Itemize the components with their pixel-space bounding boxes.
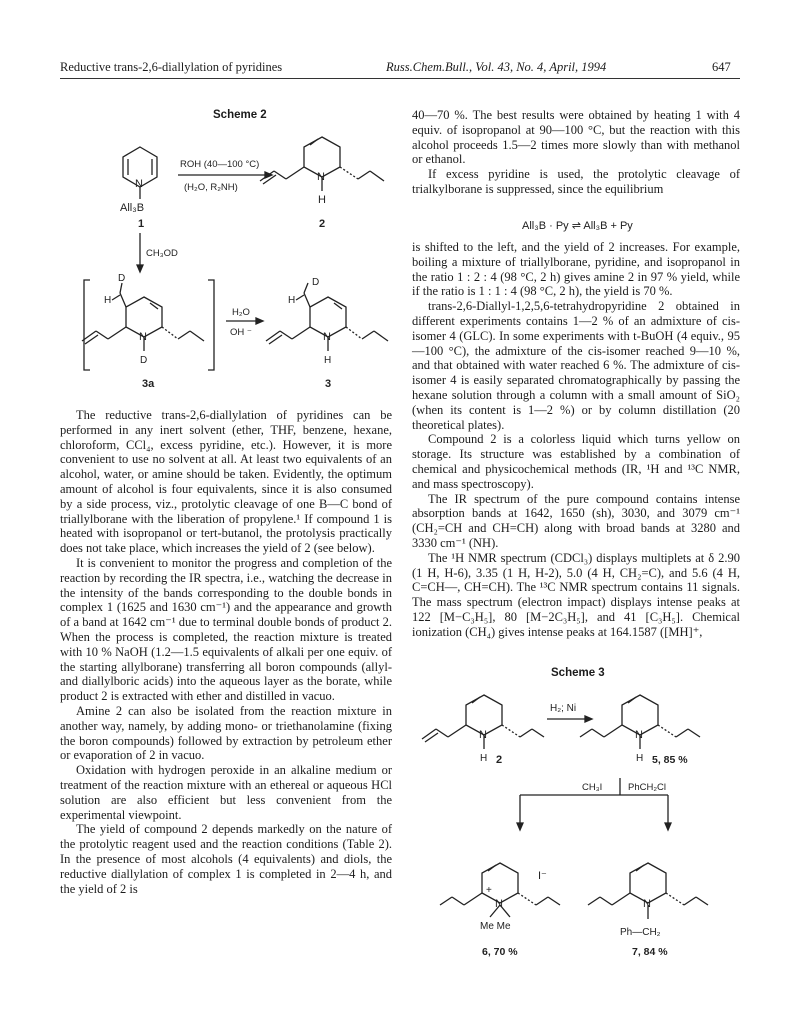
- reagent-h2o: H₂O: [232, 307, 250, 318]
- n-atom: N: [317, 171, 325, 183]
- header-rule: [60, 78, 740, 79]
- compound-label-6: 6, 70 %: [482, 946, 518, 958]
- paragraph: It is convenient to monitor the progress and completion of the reaction by recording the IR spectra, i.e., watching the decrease in the intensity of the bands corresponding to the double bonds in complex 1 (1625 and 1630 cm⁻¹) and the appearance and growth of a band at 1642 cm⁻¹ due to terminal double bonds of product 2. When the process is completed, the reaction mixture is treated with 10 % NaOH (1.2—1.5 equivalents of alkali per one equiv. of the starting allylborane) transferring all boron compounds (allyl- and diallylboric acids) into the aqueous layer as the borate, while product 2 is extracted with ether and distilled in vacuo.: [60, 555, 392, 704]
- paragraph: Compound 2 is a colorless liquid which turns yellow on storage. Its structure was established by a combination of chemical and physicochemical methods (IR, ¹H and ¹³C NMR, and mass spectroscopy).: [412, 432, 740, 491]
- compound-label-3a: 3a: [142, 378, 155, 390]
- n-atom: N: [495, 898, 503, 910]
- reagent-ch3od: CH₃OD: [146, 248, 178, 259]
- right-column-top: [412, 108, 740, 197]
- running-header-title: Reductive trans-2,6-diallylation of pyridines: [60, 60, 283, 74]
- journal-citation: Russ.Chem.Bull., Vol. 43, No. 4, April, 1994: [386, 60, 607, 74]
- paragraph: The ¹H NMR spectrum (CDCl₃) displays multiplets at δ 2.90 (1 H, H-6), 3.35 (1 H, H-2), 5.0 (4 H, CH₂=C), and 5.6 (4 H, C=CH—, CH=CH). The ¹³C NMR spectrum contains 11 signals. The mass spectrum (electron impact) displays intense peaks at 122 [M−C₃H₅], 80 [M−2C₃H₅], and 41 [C₃H₅]. Chemical ionization (CH₄) gives intense peaks at 164.1587 ([MH]⁺,: [412, 550, 740, 639]
- compound-label-2: 2: [319, 218, 326, 230]
- h-atom: H: [636, 753, 644, 764]
- reagent-h2o-amine: (H₂O, R₂NH): [184, 182, 238, 193]
- h-atom: H: [480, 753, 488, 764]
- reagent-h2-ni: H₂; Ni: [550, 703, 577, 714]
- n-atom: N: [479, 729, 487, 741]
- n-atom: N: [323, 331, 331, 343]
- paragraph: The yield of compound 2 depends markedly on the nature of the protolytic reagent used and the reaction conditions (Table 2). In the presence of most alcohols (4 equivalents) and diols, the reductive diallylation of complex 1 is completed in 2—4 h, and the yield of 2 is: [60, 822, 392, 896]
- d-atom: D: [118, 273, 126, 284]
- me-me-label: Me Me: [480, 921, 511, 932]
- right-column-bottom: [412, 240, 740, 640]
- paragraph: 40—70 %. The best results were obtained by heating 1 with 4 equiv. of isopropanol at 90—100 °C, but the reaction with this alcohol proceeds 1.5—2 times more slowly than with methanol or ethanol.: [412, 108, 740, 167]
- h-atom: H: [288, 295, 296, 306]
- reagent-hydroxide: OH ⁻: [230, 327, 252, 338]
- page-number: 647: [712, 60, 731, 74]
- scheme-2-title: Scheme 2: [213, 109, 267, 121]
- compound-label-1: 1: [138, 218, 145, 230]
- plus-charge: +: [486, 885, 492, 896]
- ph-ch2-label: Ph—CH₂: [620, 927, 661, 938]
- paragraph: The IR spectrum of the pure compound contains intense absorption bands at 1642, 1650 (sh), 3030, and 3079 cm⁻¹ (CH₂=CH and CH=CH) along with broad bands at 3280 and 3330 cm⁻¹ (NH).: [412, 491, 740, 550]
- n-atom: N: [635, 729, 643, 741]
- n-atom: N: [643, 898, 651, 910]
- n-atom: N: [139, 331, 147, 343]
- h-atom: H: [318, 194, 326, 206]
- reagent-phch2cl: PhCH₂Cl: [628, 782, 666, 793]
- left-column: [60, 408, 392, 896]
- equilibrium-equation: All₃B · Py ⇌ All₃B + Py: [522, 220, 633, 232]
- compound-label-5: 5, 85 %: [652, 754, 688, 766]
- paragraph: Amine 2 can also be isolated from the reaction mixture in another way, namely, by adding mono- or triethanolamine (fixing the boron compounds) followed by extraction by petroleum ether or evaporation of 2 in vacuo.: [60, 703, 392, 763]
- d-atom: D: [140, 355, 148, 366]
- reagent-ch3i: CH₃I: [582, 782, 603, 793]
- paragraph: The reductive trans-2,6-diallylation of pyridines can be performed in any inert solvent (ether, THF, benzene, hexane, chloroform, CCl₄, excess pyridine, etc.). However, it is more convenient to use no solvent at all. At least two equivalents of an alcohol, water, or amine should be taken. Evidently, the optimum amount of alcohol is four equivalents, since it is also consumed by a side process, viz., protolytic cleavage of one B—C bond of triallylborane with the liberation of propylene.¹ If compound 1 is heated with isopropanol or tert-butanol, the protolysis practically does not take place, which increases the yield of 2 (see below).: [60, 408, 392, 556]
- reagent-roh: ROH (40—100 °C): [180, 159, 260, 170]
- all3b-label: All₃B: [120, 202, 145, 214]
- h-atom: H: [324, 355, 332, 366]
- scheme-2-diagram: [60, 125, 400, 395]
- scheme-3-title: Scheme 3: [551, 667, 605, 679]
- paragraph: trans-2,6-Diallyl-1,2,5,6-tetrahydropyridine 2 obtained in different experiments contains 1—2 % of an admixture of cis-isomer 4 (GLC). In some experiments with t-BuOH (4 equiv., 95—100 °C), the admixture of the cis-isomer reached 9—10 %, and that obtained with water reached 6 %. The admixture of cis-isomer 4 is easily separated chromatographically by passing the hexane solution through a column with a small amount of SiO₂ (when its content is 1—2 %) or by column distillation (20 theoretical plates).: [412, 299, 740, 432]
- iodide-counterion: I⁻: [538, 870, 547, 882]
- compound-label-7: 7, 84 %: [632, 946, 668, 958]
- compound-label-3: 3: [325, 378, 332, 390]
- paragraph: If excess pyridine is used, the protolytic cleavage of trialkylborane is suppressed, since the equilibrium: [412, 167, 740, 196]
- paragraph: is shifted to the left, and the yield of 2 increases. For example, boiling a mixture of triallylborane, pyridine, and isopropanol in the ratio 1 : 2 : 4 (98 °C, 2 h) gives amine 2 in 97 % yield, while if the ratio is 1 : 1 : 4 (98 °C, 2 h), the yield is 70 %.: [412, 240, 740, 299]
- n-atom: N: [135, 178, 143, 190]
- h-atom: H: [104, 295, 112, 306]
- paragraph: Oxidation with hydrogen peroxide in an alkaline medium or treatment of the reaction mixture with an ethereal or aqueous HCl solution are also efficient but less convenient from the experimental viewpoint.: [60, 763, 392, 822]
- compound-label-2: 2: [496, 754, 503, 766]
- scheme-3-diagram: [420, 683, 740, 983]
- d-atom: D: [312, 277, 320, 288]
